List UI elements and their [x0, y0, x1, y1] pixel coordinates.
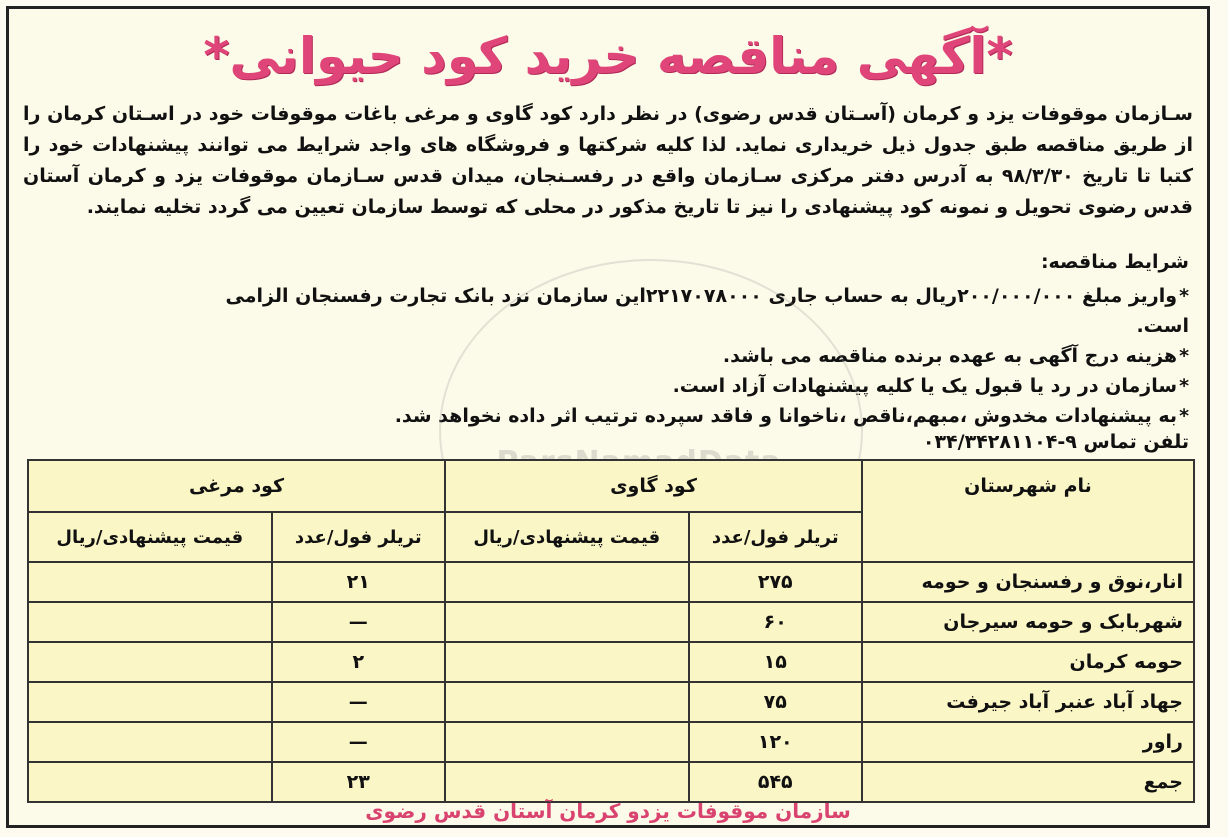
row-cow-price — [445, 642, 689, 682]
row-chicken-count: ۲ — [272, 642, 445, 682]
row-cow-count: ۱۲۰ — [689, 722, 862, 762]
sub-cow-trailer: تریلر فول/عدد — [689, 512, 862, 562]
condition-item: * واریز مبلغ ۲۰۰/۰۰۰/۰۰۰ریال به حساب جاری ۲۲۱۷۰۷۸۰۰۰این سازمان نزد بانک تجارت رفسنجان الزامی است. — [209, 281, 1189, 341]
intro-paragraph: سـازمان موقوفات یزد و کرمان (آسـتان قدس رضوی) در نظر دارد کود گاوی و مرغی باغات موقوفات خود در اسـتان کرمان را از طریق مناقصه طبق جدول ذیل خریداری نماید. لذا کلیه شرکتها و فروشگاه های واجد شرایط می توانند پیشنهادات خود را کتبا تا تاریخ ۹۸/۳/۳۰ به آدرس دفتر مرکزی سـازمان واقع در رفسـنجان، میدان قدس سـازمان موقوفات یزد و کرمان آستان قدس رضوی تحویل و نمونه کود پیشنهادی را نیز تا تاریخ مذکور در محلی که توسط سازمان تعیین می گردد تخلیه نمایند. — [23, 103, 1193, 218]
row-chicken-count: — — [272, 722, 445, 762]
row-chicken-count: ۲۳ — [272, 762, 445, 802]
condition-item: * هزینه درج آگهی به عهده برنده مناقصه می باشد. — [209, 341, 1189, 371]
table-total-row — [28, 762, 1194, 802]
table-row — [28, 682, 1194, 722]
row-city: انار،نوق و رفسنجان و حومه — [862, 562, 1194, 602]
sub-chicken-trailer: تریلر فول/عدد — [272, 512, 445, 562]
tender-table — [27, 459, 1195, 803]
header-city: نام شهرستان — [862, 460, 1194, 562]
row-chicken-count: — — [272, 682, 445, 722]
row-chicken-price — [28, 602, 272, 642]
table-row — [28, 642, 1194, 682]
row-cow-count: ۱۵ — [689, 642, 862, 682]
conditions-list — [209, 281, 1189, 431]
condition-item: * به پیشنهادات مخدوش ،مبهم،ناقص ،ناخوانا و فاقد سپرده ترتیب اثر داده نخواهد شد. — [209, 401, 1189, 431]
row-cow-price — [445, 602, 689, 642]
notice-sheet — [6, 6, 1210, 828]
row-cow-count: ۵۴۵ — [689, 762, 862, 802]
row-cow-price — [445, 562, 689, 602]
row-cow-price — [445, 722, 689, 762]
sub-chicken-price: قیمت پیشنهادی/ریال — [28, 512, 272, 562]
table-row — [28, 722, 1194, 762]
row-cow-price — [445, 682, 689, 722]
row-city: راور — [862, 722, 1194, 762]
sub-cow-price: قیمت پیشنهادی/ریال — [445, 512, 689, 562]
row-cow-count: ۲۷۵ — [689, 562, 862, 602]
table-row — [28, 602, 1194, 642]
row-cow-count: ۷۵ — [689, 682, 862, 722]
row-chicken-price — [28, 642, 272, 682]
row-cow-price — [445, 762, 689, 802]
row-chicken-price — [28, 762, 272, 802]
row-city: شهربابک و حومه سیرجان — [862, 602, 1194, 642]
footer-organization: سازمان موقوفات یزدو کرمان آستان قدس رضوی — [365, 799, 851, 823]
conditions-heading: شرایط مناقصه: — [1040, 251, 1189, 273]
row-chicken-count: ۲۱ — [272, 562, 445, 602]
header-cow: کود گاوی — [445, 460, 862, 512]
row-chicken-count: — — [272, 602, 445, 642]
notice-title: *آگهی مناقصه خرید کود حیوانی* — [203, 27, 1013, 85]
row-city: حومه کرمان — [862, 642, 1194, 682]
row-chicken-price — [28, 562, 272, 602]
table-row — [28, 562, 1194, 602]
contact-phone: تلفن تماس ۹-۰۳۴/۳۴۲۸۱۱۰۴ — [922, 431, 1189, 453]
row-cow-count: ۶۰ — [689, 602, 862, 642]
row-chicken-price — [28, 722, 272, 762]
row-chicken-price — [28, 682, 272, 722]
table-header-row — [28, 460, 1194, 512]
row-city: جمع — [862, 762, 1194, 802]
header-chicken: کود مرغی — [28, 460, 445, 512]
condition-item: * سازمان در رد یا قبول یک یا کلیه پیشنهادات آزاد است. — [209, 371, 1189, 401]
row-city: جهاد آباد عنبر آباد جیرفت — [862, 682, 1194, 722]
